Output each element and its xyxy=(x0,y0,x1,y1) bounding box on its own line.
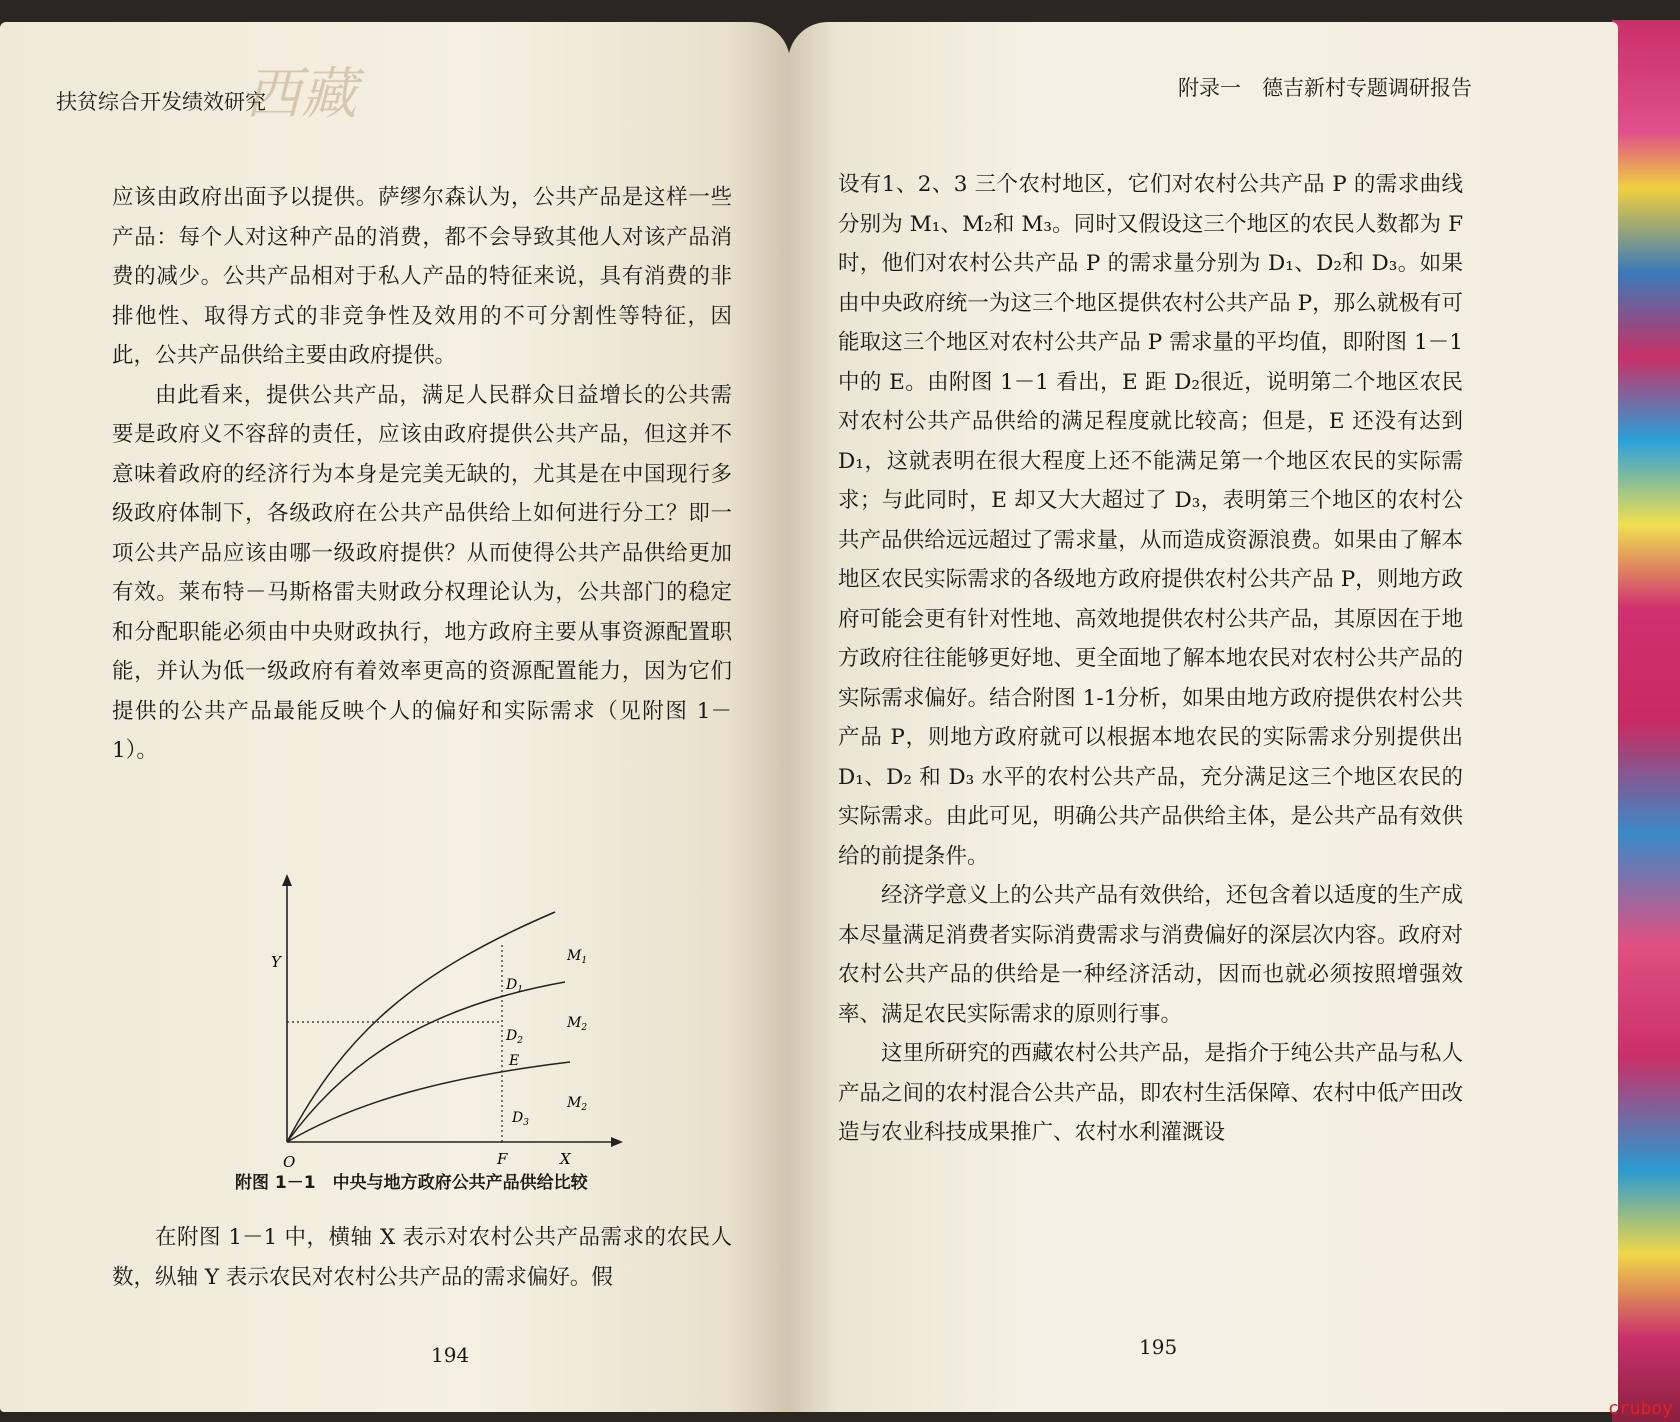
right-page-number: 195 xyxy=(1139,1335,1178,1359)
label-m2-lower: $M_2$ xyxy=(567,1095,588,1113)
x-axis-arrow xyxy=(611,1137,623,1147)
right-running-head: 附录一 德吉新村专题调研报告 xyxy=(1178,76,1472,100)
right-body-text xyxy=(838,165,1463,1153)
left-body-text-bottom xyxy=(112,1218,732,1297)
book-page-edge xyxy=(1612,20,1680,1422)
figure-caption: 附图 1－1 中央与地方政府公共产品供给比较 xyxy=(235,1173,588,1193)
right-paragraph-2: 经济学意义上的公共产品有效供给，还包含着以适度的生产成本尽量满足消费者实际消费需求与消费偏好的深层次内容。政府对农村公共产品的供给是一种经济活动，因而也就必须按照增强效率、满足农民实际需求的原则行事。 xyxy=(838,883,1463,1027)
left-body-text xyxy=(112,178,732,771)
right-paragraph-1: 设有1、2、3 三个农村地区，它们对农村公共产品 P 的需求曲线分别为 M₁、M₂和 M₃。同时又假设这三个地区的农民人数都为 F 时，他们对农村公共产品 P 的需求量分别为 D₁、D₂和 D₃。如果由中央政府统一为这三个地区提供农村公共产品 P，那么就极有可能取这三个地区对农村公共产品 P 需求量的平均值，即附图 1－1 中的 E。由附图 1－1 看出，E 距 D₂很近，说明第二个地区农民对农村公共产品供给的满足程度就比较高；但是，E 还没有达到 D₁，这就表明在很大程度上还不能满足第一个地区农民的实际需求；与此同时，E 却又大大超过了 D₃，表明第三个地区的农村公共产品供给远远超过了需求量，从而造成资源浪费。如果由了解本地区农民实际需求的各级地方政府提供农村公共产品 P，则地方政府可能会更有针对性地、高效地提供农村公共产品，其原因在于地方政府往往能够更好地、更全面地了解本地农民对农村公共产品的实际需求偏好。结合附图 1-1分析，如果由地方政府提供农村公共产品 P，则地方政府就可以根据本地农民的实际需求分别提供出 D₁、D₂ 和 D₃ 水平的农村公共产品，充分满足这三个地区农民的实际需求。由此可见，明确公共产品供给主体，是公共产品有效供给的前提条件。 xyxy=(838,172,1463,869)
label-d3: $D_3$ xyxy=(512,1110,529,1128)
left-paragraph-1: 应该由政府出面予以提供。萨缪尔森认为，公共产品是这样一些产品：每个人对这种产品的消费，都不会导致其他人对该产品消费的减少。公共产品相对于私人产品的特征来说，具有消费的非排他性、取得方式的非竞争性及效用的不可分割性等特征，因此，公共产品供给主要由政府提供。 xyxy=(112,185,732,368)
corner-watermark: cruboy xyxy=(1608,1398,1674,1419)
supply-comparison-figure xyxy=(225,872,645,1212)
label-d2: $D_2$ xyxy=(506,1028,523,1046)
left-page-number: 194 xyxy=(431,1343,470,1367)
y-axis-arrow xyxy=(282,874,292,886)
watermark-logo: 西藏 xyxy=(245,62,357,127)
label-f: F xyxy=(497,1150,508,1168)
left-paragraph-2: 由此看来，提供公共产品，满足人民群众日益增长的公共需要是政府义不容辞的责任，应该由政府提供公共产品，但这并不意味着政府的经济行为本身是完美无缺的，尤其是在中国现行多级政府体制下，各级政府在公共产品供给上如何进行分工？即一项公共产品应该由哪一级政府提供？从而使得公共产品供给更加有效。莱布特－马斯格雷夫财政分权理论认为，公共部门的稳定和分配职能必须由中央财政执行，地方政府主要从事资源配置职能，并认为低一级政府有着效率更高的资源配置能力，因为它们提供的公共产品最能反映个人的偏好和实际需求（见附图 1－1）。 xyxy=(112,382,732,763)
label-d1: $D_1$ xyxy=(506,977,523,995)
right-paragraph-3: 这里所研究的西藏农村公共产品，是指介于纯公共产品与私人产品之间的农村混合公共产品，即农村生活保障、农村中低产田改造与农业科技成果推广、农村水利灌溉设 xyxy=(838,1041,1463,1145)
left-running-head: 扶贫综合开发绩效研究 xyxy=(56,90,266,114)
label-y: Y xyxy=(271,953,281,971)
label-m1: $M_1$ xyxy=(567,948,588,966)
label-origin: O xyxy=(283,1153,296,1171)
label-e: E xyxy=(509,1053,520,1069)
label-x: X xyxy=(560,1150,571,1168)
label-m2-upper: $M_2$ xyxy=(567,1015,588,1033)
left-paragraph-3: 在附图 1－1 中，横轴 X 表示对农村公共产品需求的农民人数，纵轴 Y 表示农民对农村公共产品的需求偏好。假 xyxy=(112,1225,732,1290)
